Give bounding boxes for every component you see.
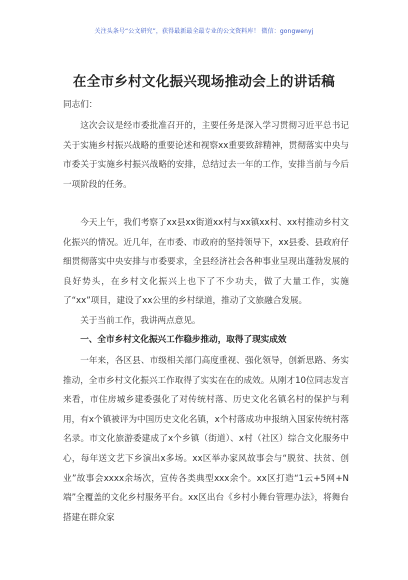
paragraph-achievements: 一年来，各区县、市级相关部门高度重视、强化领导，创新思路、务实推动，全市乡村文化振兴工作取得了实实在在的成效。从刚才10位同志发言来看，市住房城乡建委强化了对传统村落、历史文化名镇名村的保护与利用，有x个镇被评为中国历史文化名镇，x个村落成功申报纳入国家传统村落名录。市文化旅游委建成了x个乡镇（街道）、x村（社区）综合文化服务中心，每年送文艺下乡演出x多场。xx区举办家风故事会与“脱贫、扶贫、创业”故事会xxxx余场次，宣传各类典型xxx余个。xx区打造“1云+5网+N端”全覆盖的文化乡村服务平台。xx区出台《乡村小舞台管理办法》，将舞台搭建在群众家 bbox=[63, 356, 349, 523]
paragraph-inspection: 今天上午，我们考察了xx县xx街道xx村与xx镇xx村、xx村推动乡村文化振兴的情况。近几年，在市委、市政府的坚持领导下，xx县委、县政府仔细贯彻落实中央安排与市委要求，全县经济社会各种事业呈现出蓬勃发展的良好势头，在乡村文化振兴上也下了不少功夫，做了大量工作，实施了“xx”项目，建设了xx公里的乡村绿道，推动了文旅融合发展。 bbox=[63, 218, 349, 307]
paragraph-transition: 关于当前工作，我讲两点意见。 bbox=[80, 316, 201, 326]
salutation: 同志们： bbox=[63, 100, 98, 110]
promo-banner: 关注头条号“公文研究”，获得最新最全最专业的公文资料库！ 微信：gongwenyj bbox=[94, 28, 314, 35]
page-title: 在全市乡村文化振兴现场推动会上的讲话稿 bbox=[72, 74, 336, 90]
paragraph-intro: 这次会议是经市委批准召开的，主要任务是深入学习贯彻习近平总书记关于实施乡村振兴战略的重要论述和视察xx重要致辞精神，贯彻落实中央与市委关于实施乡村振兴战略的安排，总结过去一年的工作，安排当前与今后一项阶段的任务。 bbox=[63, 121, 349, 190]
section-heading-1: 一、全市乡村文化振兴工作稳步推动，取得了现实成效 bbox=[80, 335, 287, 345]
